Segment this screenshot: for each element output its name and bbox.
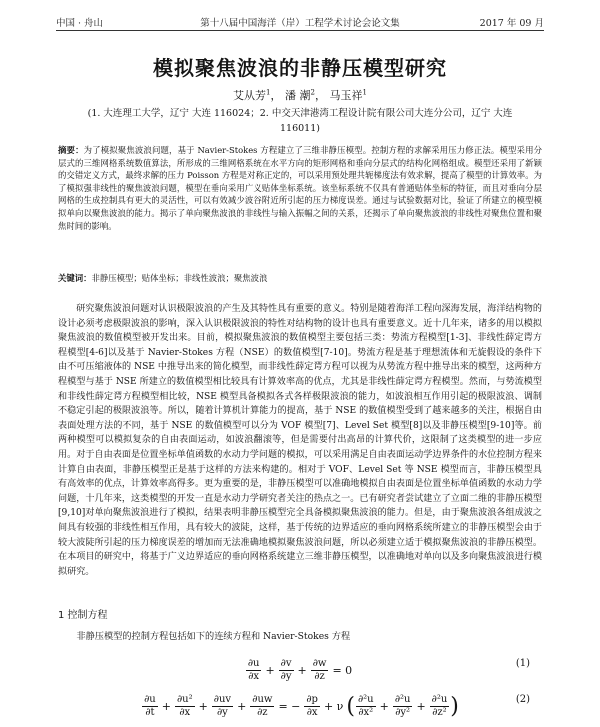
- author-line: 艾从芳$^1$， 潘 潮$^2$， 马玉祥$^1$: [233, 88, 367, 102]
- equation-1-body: $\frac{\partial u}{\partial x}$ + $\frac{\partial v}{\partial y}$ + $\frac{\partial w}{\partial z}$ = 0: [247, 658, 353, 682]
- equation-1-number: (1): [515, 658, 530, 669]
- author-3-affil: 1: [362, 88, 367, 97]
- paper-title: 模拟聚焦波浪的非静压模型研究: [153, 56, 447, 80]
- equation-1: [58, 650, 542, 682]
- frac-dp-dx: $\frac{\partial p}{\partial x}$: [306, 694, 318, 718]
- author-3: 马玉祥: [329, 89, 363, 102]
- author-1-affil: 1: [266, 88, 271, 97]
- frac-d2u-dz2: $\frac{\text{∂²u}}{\text{∂z²}}$: [431, 694, 448, 718]
- equation-2-number: (2): [515, 694, 530, 705]
- equation-2: [58, 684, 542, 718]
- author-1: 艾从芳: [233, 89, 267, 102]
- affiliation-line-1: (1. 大连理工大学，辽宁 大连 116024；2. 中交天津港湾工程设计院有限公司大连分公司，辽宁 大连: [87, 108, 513, 119]
- keywords-text: 非静压模型；贴体坐标；非线性波浪；聚焦波浪: [91, 273, 268, 283]
- frac-du-dx: $\frac{\partial u}{\partial x}$: [247, 658, 260, 682]
- header-location: 中国 · 舟山: [56, 18, 104, 29]
- author-2: 潘 潮: [285, 89, 311, 102]
- affiliation-line-2: 116011): [280, 123, 320, 134]
- frac-dw-dz: $\frac{\partial w}{\partial z}$: [312, 658, 327, 682]
- equations-intro: 非静压模型的控制方程包括如下的连续方程和 Navier-Stokes 方程: [76, 631, 351, 642]
- keywords-label: 关键词：: [58, 273, 92, 283]
- frac-dv-dy: $\frac{\partial v}{\partial y}$: [280, 658, 292, 682]
- keywords: [58, 272, 542, 284]
- frac-du-dt: $\frac{\partial u}{\partial t}$: [144, 694, 156, 718]
- abstract-text: 为了模拟聚焦波浪问题，基于 Navier-Stokes 方程建立了三维非静压模型。控制方程的求解采用压力修正法。模型采用分层式的三维网格系统数值算法，所形成的三维网格系统在水平方向的矩形网格和垂向分层式的结构化网格组成。模型还采用了新颖的交错定义方式，最终求解的压力 Poisson 方程是对称正定的，可以采用预处理共轭梯度法有效求解，提高了模型的计算效率。为了模拟强非线性的聚焦波浪问题，模型在垂向采用广义贴体坐标系统。该坐标系统不仅具有普通贴体坐标的特征，而且对垂向分层网格的生成控制具有更大的灵活性，可以有效减少波谷附近所引起的压力梯度误差。通过与试验数据对比，验证了所建立的模型模拟单向以聚焦波浪的能力。揭示了单向聚焦波浪的非线性与输入振幅之间的关系，还揭示了单向聚焦波浪的非线性对聚焦位置和聚焦时间的影响。: [58, 145, 542, 231]
- frac-du2-dx: $\frac{\text{∂u²}}{\partial x}$: [176, 694, 193, 718]
- header-proceedings: 第十八届中国海洋（岸）工程学术讨论会论文集: [200, 18, 400, 29]
- frac-duv-dy: $\frac{\partial uv}{\partial y}$: [213, 694, 232, 718]
- frac-d2u-dx2: $\frac{\text{∂²u}}{\text{∂x²}}$: [357, 694, 374, 718]
- frac-d2u-dy2: $\frac{\text{∂²u}}{\text{∂y²}}$: [394, 694, 411, 718]
- author-2-affil: 2: [310, 88, 315, 97]
- equation-2-body: $\frac{\partial u}{\partial t}$ + $\frac{\text{∂u²}}{\partial x}$ + $\frac{\partial uv}{\partial y}$ + $\frac{\partial uw}{\partial z}$ = − $\frac{\partial p}{\partial x}$ + ν ( $\frac{\text{∂²u}}{\text{∂x²}}$ + $\frac{\text{∂²u}}{\text{∂y²}}$ + $\frac{\text{∂²u}}{\text{∂z²}}$ ): [144, 693, 459, 719]
- introduction-paragraph: 研究聚焦波浪问题对认识极限波浪的产生及其特性具有重要的意义。特别是随着海洋工程向深海发展，海洋结构物的设计必须考虑极限波浪的影响，深入认识极限波浪的特性对结构物的设计也具有重要意义。近十几年来，诸多的用以模拟聚焦波浪的数值模型被开发出来。目前，模拟聚焦波浪的数值模型主要包括三类：势流方程模型[1-3]、非线性薛定谔方程模型[4-6]以及基于 Navier-Stokes 方程（NSE）的数值模型[7-10]。势流方程是基于理想流体和无旋假设的条件下由不可压缩液体的 NSE 中推导出来的简化模型，而非线性薛定谔方程可以视为从势流方程中推导出来的模型，这两种方程模型与基于 NSE 所建立的数值模型相比较具有计算效率高的优点，尤其是非线性薛定谔方程模型。然而，与势流模型和非线性薛定谔方程模型相比较，NSE 模型具备模拟各式各样极限波浪的能力，如波浪相互作用引起的极限波浪、调制不稳定引起的极限波浪等。所以，随着计算机计算能力的提高，基于 NSE 的数值模型受到了越来越多的关注，根据自由表面处理方法的不同，基于 NSE 的数值模型可以分为 VOF 模型[7]、Level Set 模型[8]以及非静压模型[9-10]等。前两种模型可以模拟复杂的自由表面运动，如波浪翻滚等，但是需要付出高昂的计算代价，这限制了这类模型的进一步应用。对于自由表面是位置坐标单值函数的水动力学问题的模拟，可以采用满足自由表面运动学边界条件的水位控制方程来计算自由表面，非静压模型正是基于这样的方法来构建的。相对于 VOF、Level Set 等 NSE 模型而言，非静压模型具有高效率的优点，计算效率高得多。更为重要的是，非静压模型可以准确地模拟自由表面是位置坐标单值函数的水动力学问题，十几年来，这类模型的开发一直是水动力学研究者关注的热点之一。已有研究者尝试建立了立面二维的非静压模型[9,10]对单向聚焦波浪进行了模拟，结果表明非静压模型完全具备模拟聚焦波浪的能力。但是，由于聚焦波浪各组成波之间具有较强的非线性相互作用，具有较大的波陡，这样，基于传统的边界适应的垂向网格系统所建立的非静压模型会由于较大波陡所引起的压力梯度误差的增加而无法准确地模拟聚焦波浪问题，所以必须建立适于模拟聚焦波浪的非静压模型。在本项目的研究中，将基于广义边界适应的垂向网格系统建立三维非静压模型，以准确地对单向以及多向聚焦波浪进行模拟研究。: [58, 304, 542, 577]
- frac-duw-dz: $\frac{\partial uw}{\partial z}$: [252, 694, 273, 718]
- affiliations: [62, 106, 538, 136]
- abstract-label: 摘要：: [58, 145, 84, 155]
- header-date: 2017 年 09 月: [479, 18, 544, 29]
- abstract: [58, 144, 542, 232]
- section-heading: 1 控制方程: [58, 610, 108, 621]
- running-header: [56, 14, 544, 31]
